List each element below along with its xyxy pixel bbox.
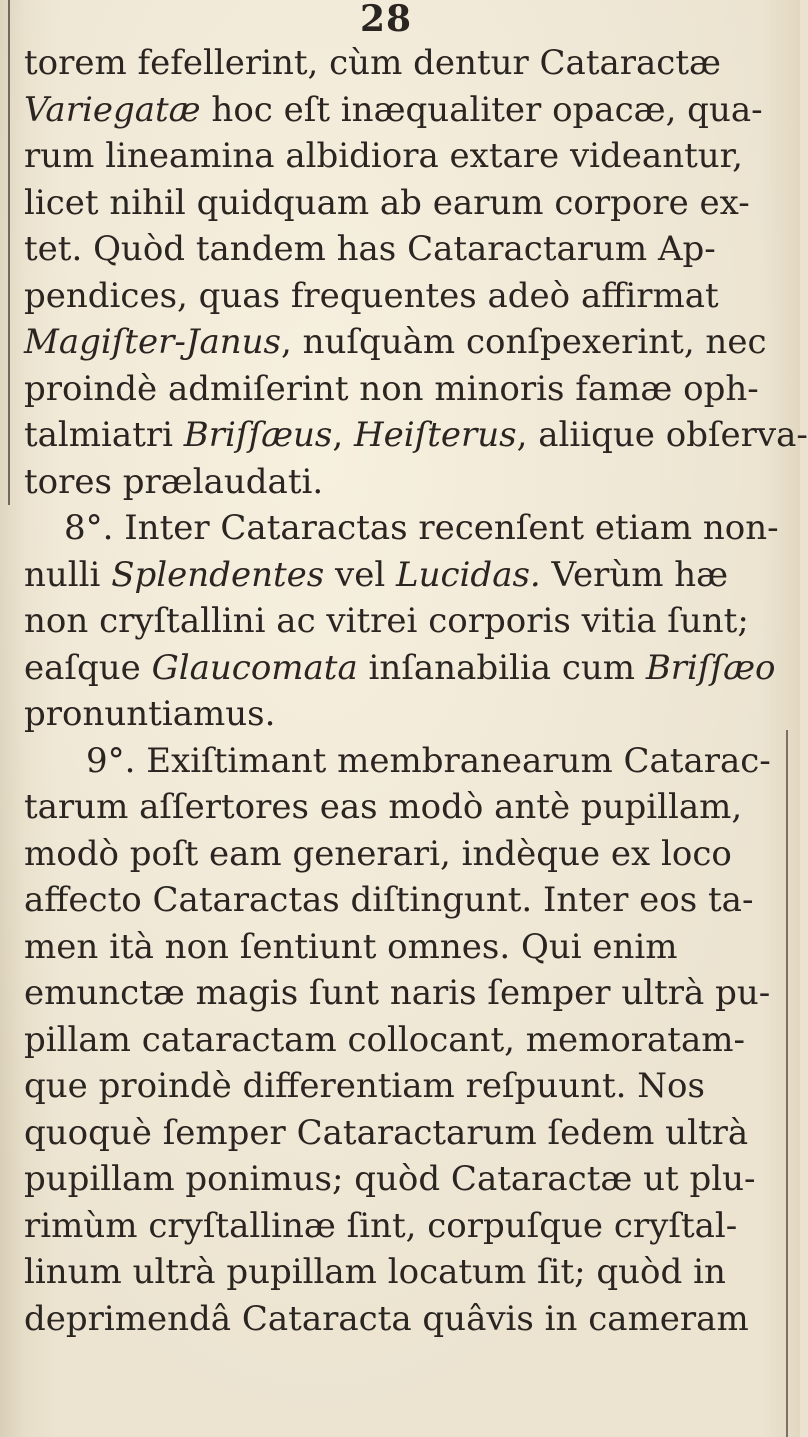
left-margin-rule [8, 0, 10, 505]
text-run: , [332, 415, 355, 455]
text-line [24, 924, 772, 971]
text-line [24, 319, 772, 366]
text-line [24, 831, 772, 878]
text-run: emunctæ magis ſunt naris ſemper ultrà pu- [24, 973, 771, 1013]
text-line [24, 505, 779, 552]
text-run: , aliique obſerva- [516, 415, 808, 455]
text-line [24, 970, 772, 1017]
text-run: non cryſtallini ac vitrei corporis vitia ſunt; [24, 601, 749, 641]
text-run: men ità non ſentiunt omnes. Qui enim [24, 926, 678, 967]
text-run: tarum aſſertores eas modò antè pupillam, [24, 787, 743, 827]
text-run: talmiatri [24, 415, 184, 455]
text-line [24, 1296, 772, 1343]
text-run: pillam cataractam collocant, memoratam- [24, 1019, 745, 1060]
text-line [24, 412, 808, 459]
text-run: rum lineamina albidiora extare videantur, [24, 136, 743, 176]
text-line [24, 784, 772, 831]
text-run: torem fefellerint, cùm dentur Cataractæ [24, 43, 721, 83]
text-run: 8°. Inter Cataractas recenſent etiam non- [64, 508, 779, 548]
text-run: inſanabilia cum [357, 647, 646, 688]
text-run: 9°. Exiſtimant membranearum Catarac- [86, 740, 771, 781]
text-run: pronuntiamus. [24, 694, 276, 734]
italic-term: Heiſterus [354, 415, 517, 455]
text-line [24, 598, 772, 645]
latin-text-body [24, 40, 808, 1342]
text-line [24, 87, 772, 134]
text-line [24, 273, 772, 320]
text-run: tet. Quòd tandem has Cataractarum Ap- [24, 229, 716, 269]
text-line [24, 40, 772, 87]
text-run: pupillam ponimus; quòd Cataractæ ut plu- [24, 1159, 756, 1199]
text-line [24, 366, 772, 413]
text-run: , nuſquàm conſpexerint, nec [280, 322, 767, 362]
text-line [24, 1110, 772, 1157]
text-run: pendices, quas frequentes adeò affirmat [24, 275, 719, 316]
text-run: tores prælaudati. [24, 461, 324, 502]
text-line [24, 180, 772, 227]
text-run: Verùm hæ [540, 554, 729, 595]
text-line [24, 1017, 772, 1064]
text-run: licet nihil quidquam ab earum corpore ex- [24, 182, 750, 223]
text-run: affecto Cataractas diſtingunt. Inter eos ta- [24, 880, 754, 920]
text-line [24, 738, 772, 785]
italic-term: Briſſæus [183, 415, 333, 455]
italic-term: Splendentes [111, 554, 325, 595]
text-run: que proindè differentiam reſpuunt. Nos [24, 1066, 705, 1106]
text-run: modò poſt eam generari, indèque ex loco [24, 833, 732, 874]
text-line [24, 459, 772, 506]
text-line [24, 1156, 772, 1203]
text-line [24, 877, 772, 924]
text-run: rimùm cryſtallinæ ſint, corpuſque cryſtal- [24, 1205, 738, 1246]
italic-term: Lucidas. [396, 554, 541, 595]
text-run: eaſque [24, 647, 152, 688]
italic-term: Magiſter-Janus [24, 322, 281, 362]
text-line [24, 133, 772, 180]
text-line [24, 552, 772, 599]
text-run: proindè admiſerint non minoris famæ oph- [24, 368, 759, 409]
italic-term: Briſſæo [645, 647, 776, 688]
text-run: hoc eſt inæqualiter opacæ, qua- [200, 89, 763, 130]
text-line [24, 1063, 772, 1110]
text-line [24, 1249, 772, 1296]
text-line [24, 645, 776, 692]
text-run: vel [324, 554, 397, 595]
text-line [24, 691, 772, 738]
page-number: 28 [360, 0, 413, 40]
text-line [24, 1203, 772, 1250]
italic-term: Variegatæ [24, 89, 201, 130]
text-run: nulli [24, 554, 112, 595]
italic-term: Glaucomata [151, 647, 358, 688]
text-run: linum ultrà pupillam locatum ſit; quòd in [24, 1252, 726, 1292]
text-line [24, 226, 772, 273]
text-run: quoquè ſemper Cataractarum ſedem ultrà [24, 1112, 749, 1153]
text-run: deprimendâ Cataracta quâvis in cameram [24, 1298, 749, 1339]
right-margin-rule [786, 730, 788, 1437]
